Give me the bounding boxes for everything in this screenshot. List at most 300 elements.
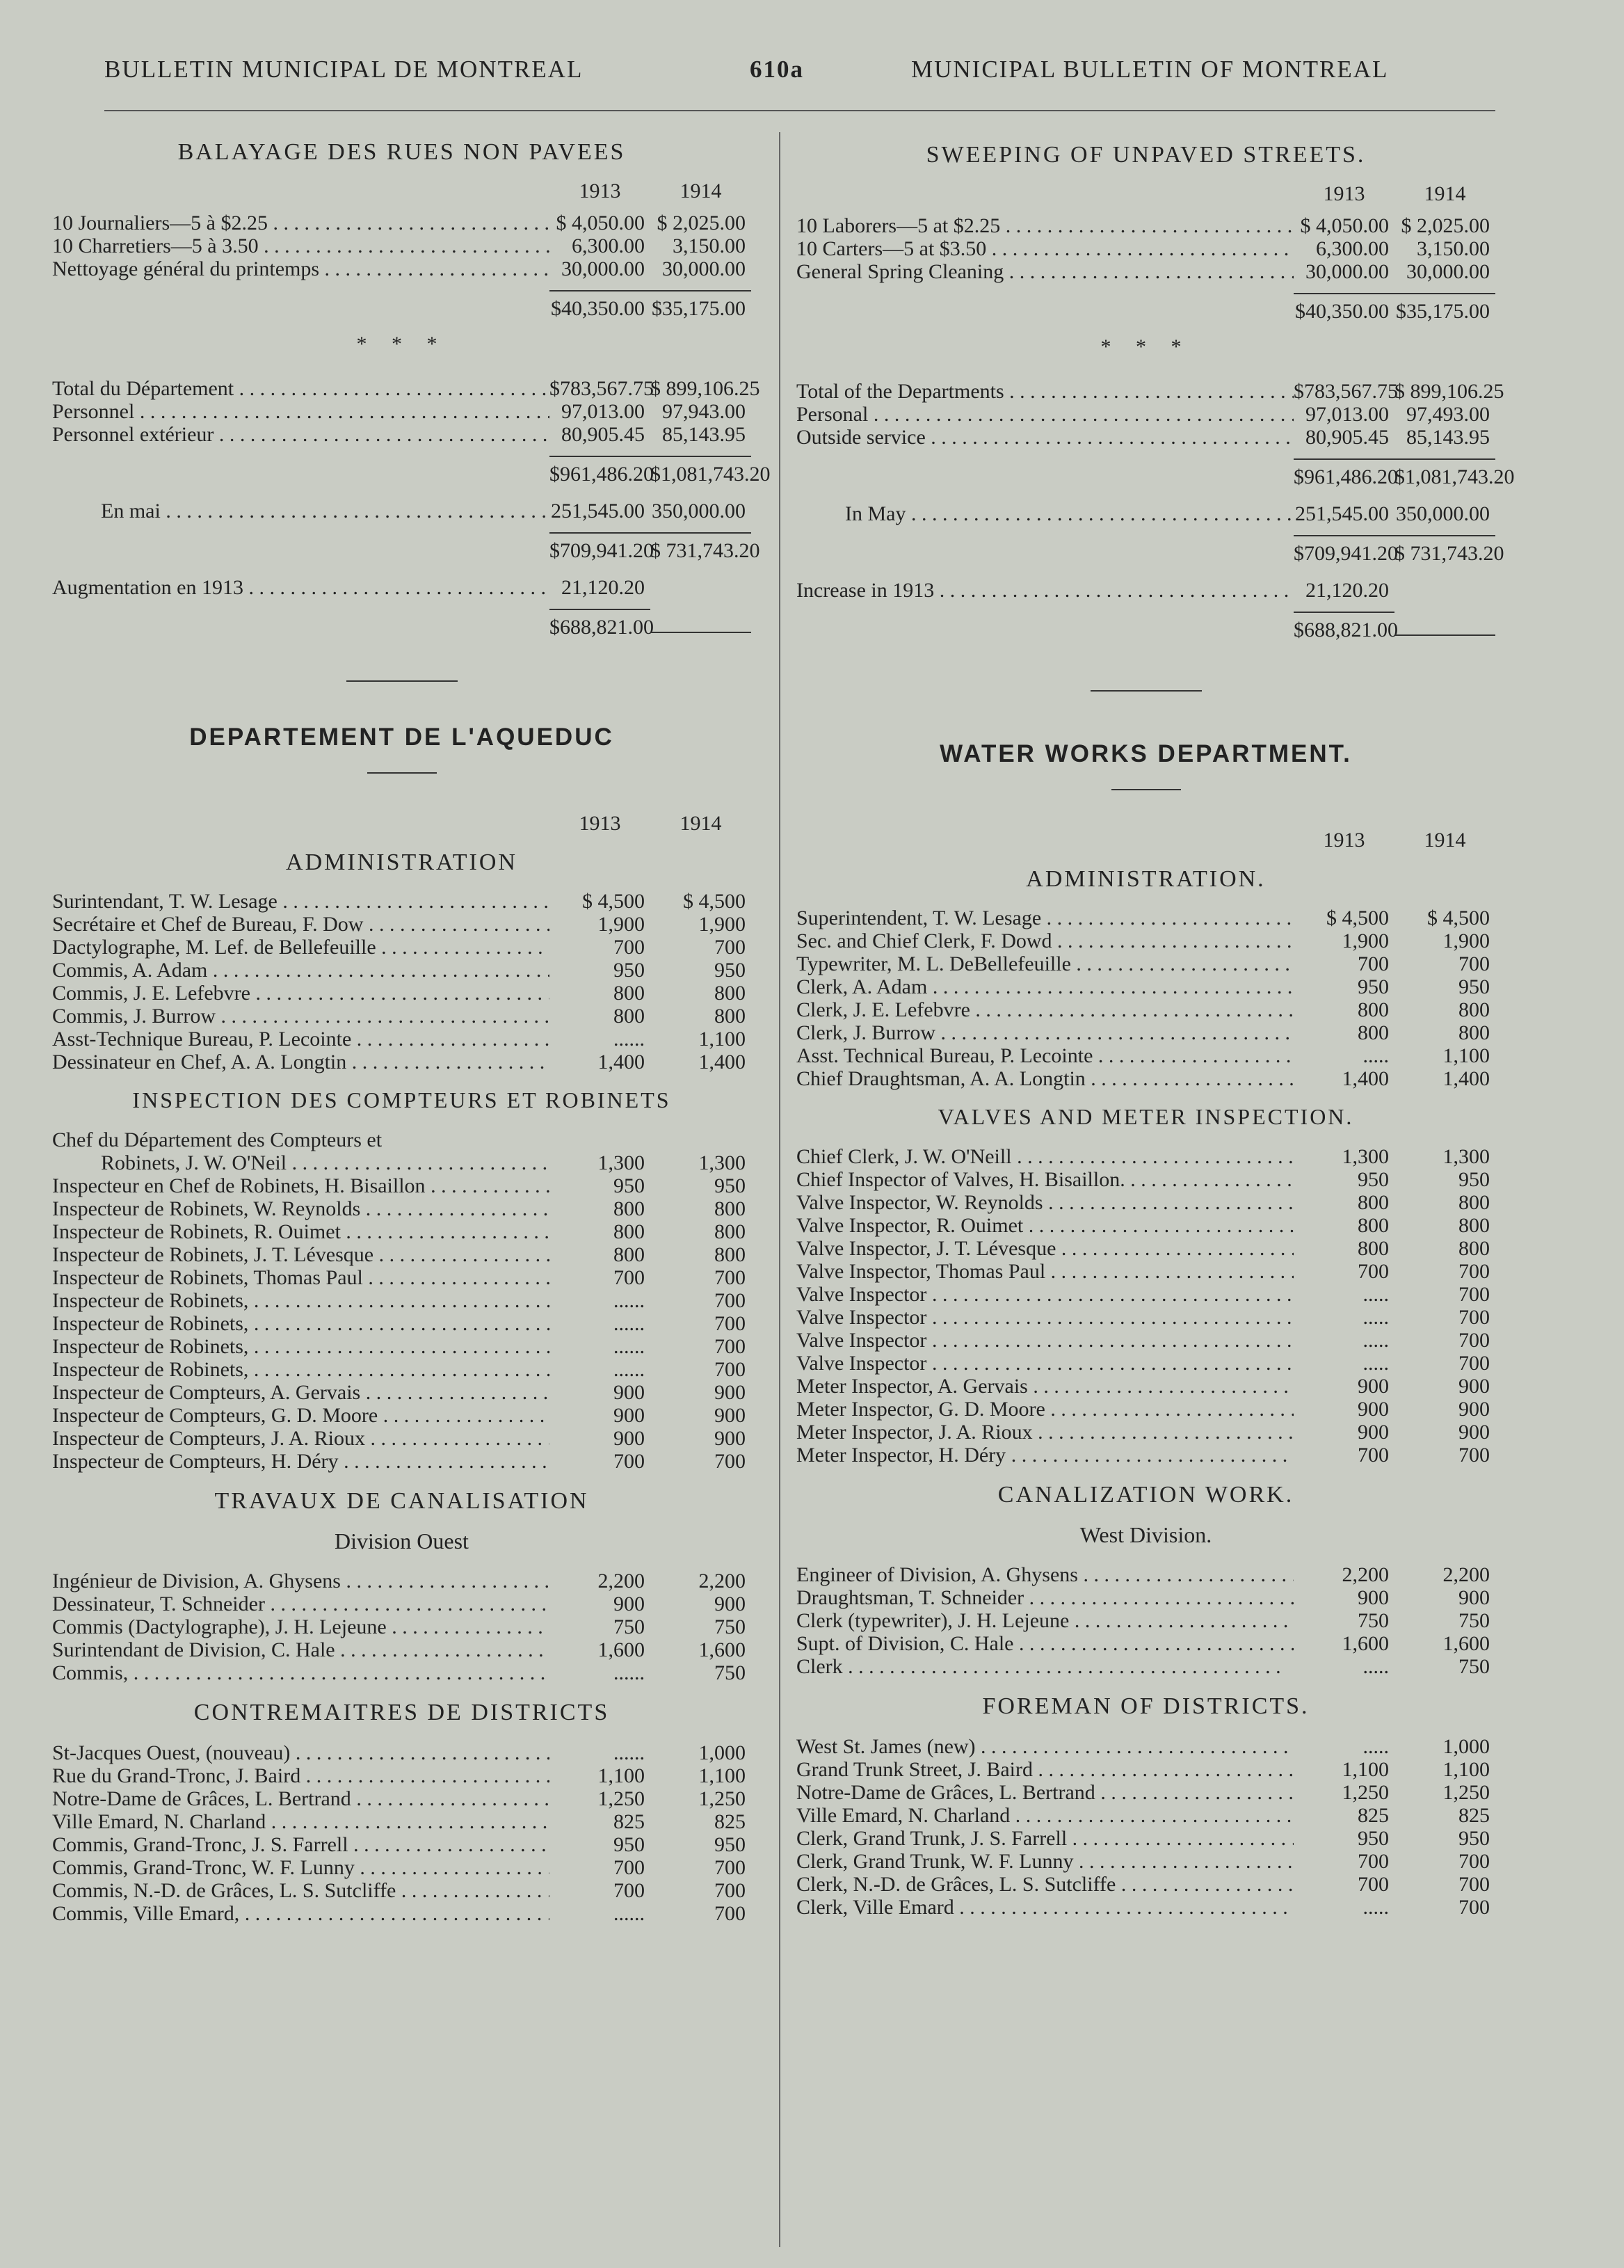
canal-title: CANALIZATION WORK. — [997, 1482, 1294, 1508]
title-rule — [1111, 789, 1181, 790]
may-label: En mai . . . — [101, 500, 549, 522]
value-1914: 700 — [1458, 1444, 1490, 1467]
canal-row — [52, 1592, 751, 1615]
value-1914: 900 — [714, 1592, 746, 1615]
inspection-row — [52, 1381, 751, 1404]
valves-row-label: Valve Inspector, Thomas Paul . . . — [796, 1260, 1294, 1283]
value-1914: 950 — [1458, 975, 1490, 998]
value-1914: 825 — [1458, 1804, 1490, 1827]
value-1913: 1,400 — [1342, 1067, 1389, 1090]
value-1913: 900 — [1358, 1586, 1389, 1609]
header-left-title: BULLETIN MUNICIPAL DE MONTREAL — [104, 56, 584, 83]
valves-row — [796, 1421, 1495, 1444]
summary-row — [796, 403, 1495, 426]
may-1914: 350,000.00 — [1396, 502, 1490, 525]
balayage-total — [52, 290, 751, 320]
value-1913: 800 — [613, 1220, 645, 1243]
value-1913: ...... — [613, 1335, 645, 1358]
value-1913: 825 — [613, 1810, 645, 1833]
value-1914: 1,600 — [1442, 1632, 1490, 1655]
value-1914: 700 — [1458, 1306, 1490, 1329]
division-title: West Division. — [1079, 1522, 1212, 1547]
value-1913: $ 4,500 — [1326, 907, 1389, 929]
value-1914: 900 — [1458, 1421, 1490, 1444]
value-1914: 30,000.00 — [662, 257, 746, 280]
value-1914: 800 — [1458, 1214, 1490, 1237]
balayage-row — [52, 211, 751, 234]
division-title: Division Ouest — [335, 1528, 469, 1554]
value-1913: 1,900 — [597, 913, 645, 936]
value-1914: $ 2,025.00 — [657, 211, 746, 234]
value-1913: 950 — [613, 1833, 645, 1856]
value-1914: 1,100 — [1442, 1044, 1490, 1067]
inspection-row-label: Inspecteur de Compteurs, H. Déry . . . — [52, 1450, 549, 1473]
water-works-title: WATER WORKS DEPARTMENT. — [940, 740, 1352, 767]
value-1914: 97,943.00 — [662, 400, 746, 423]
value-1913: ..... — [1362, 1306, 1389, 1329]
value-1913: 950 — [1358, 1827, 1389, 1850]
value-1914: 700 — [714, 1856, 746, 1879]
value-1914: 3,150.00 — [673, 234, 746, 257]
valves-table — [796, 1145, 1495, 1467]
value-1914: 700 — [1458, 1283, 1490, 1306]
value-1914: $ 899,106.25 — [1394, 380, 1504, 403]
summary-table — [52, 377, 760, 446]
canal-row-label: Clerk . . . — [796, 1655, 1294, 1678]
valves-row-label: Valve Inspector, W. Reynolds . . . — [796, 1191, 1294, 1214]
value-1914: 700 — [1458, 1260, 1490, 1283]
value-1914: 2,200 — [698, 1570, 746, 1592]
sweep-total — [796, 293, 1495, 323]
value-1914: 825 — [714, 1810, 746, 1833]
summary-total — [52, 456, 771, 486]
canal-row-label: Supt. of Division, C. Hale . . . — [796, 1632, 1294, 1655]
stars-separator: * * * — [1100, 335, 1191, 358]
value-1913: 1,300 — [597, 1151, 645, 1174]
inspection-row — [52, 1128, 751, 1151]
value-1913: ...... — [613, 1902, 645, 1925]
value-1913: 97,013.00 — [561, 400, 645, 423]
inspection-row-label: Inspecteur de Robinets, . . . — [52, 1289, 549, 1312]
admin-row — [52, 890, 751, 913]
value-1914: 700 — [1458, 1850, 1490, 1873]
value-1913: 800 — [1358, 1191, 1389, 1214]
foreman-row — [796, 1850, 1495, 1873]
increase-total-1913: $688,821.00 — [1294, 612, 1394, 641]
value-1914: 1,400 — [698, 1051, 746, 1073]
value-1914: 900 — [714, 1381, 746, 1404]
value-1914: 800 — [1458, 998, 1490, 1021]
inspection-row-label: Inspecteur de Robinets, W. Reynolds . . . — [52, 1197, 549, 1220]
canal-row — [52, 1661, 751, 1684]
value-1914: 800 — [714, 1220, 746, 1243]
balayage-row-label: Nettoyage général du printemps . . . — [52, 257, 549, 280]
admin-row-label: Asst-Technique Bureau, P. Lecointe . . . — [52, 1028, 549, 1051]
admin-row — [52, 1005, 751, 1028]
value-1913: 800 — [1358, 1021, 1389, 1044]
value-1914: 900 — [1458, 1375, 1490, 1398]
foreman-row — [796, 1735, 1495, 1758]
foreman-title: CONTREMAITRES DE DISTRICTS — [193, 1700, 610, 1725]
inspection-row — [52, 1358, 751, 1381]
value-1913: ...... — [613, 1028, 645, 1051]
valves-row — [796, 1191, 1495, 1214]
value-1913: 800 — [613, 1197, 645, 1220]
value-1914: 700 — [714, 1879, 746, 1902]
value-1914: 1,000 — [1442, 1735, 1490, 1758]
value-1914: $ 4,500 — [683, 890, 746, 913]
foreman-row-label: Commis, Ville Emard, . . . — [52, 1902, 549, 1925]
foreman-row — [52, 1856, 751, 1879]
column-divider — [779, 132, 780, 2247]
value-1914: 900 — [1458, 1586, 1490, 1609]
value-1914: 800 — [714, 1005, 746, 1028]
value-1913: ...... — [613, 1358, 645, 1381]
admin-row-label: Commis, J. E. Lefebvre . . . — [52, 982, 549, 1005]
value-1914: 950 — [1458, 1168, 1490, 1191]
admin-row — [52, 1028, 751, 1051]
admin-row-label: Chief Draughtsman, A. A. Longtin . . . — [796, 1067, 1294, 1090]
value-1914: 1,300 — [698, 1151, 746, 1174]
inspection-row — [52, 1220, 751, 1243]
value-1914: 1,900 — [698, 913, 746, 936]
year-header-2 — [796, 829, 1495, 852]
inspection-row-label: Inspecteur de Robinets, . . . — [52, 1358, 549, 1381]
valves-row-label: Meter Inspector, H. Déry . . . — [796, 1444, 1294, 1467]
value-1913: 30,000.00 — [1305, 260, 1389, 283]
canal-row-label: Surintendant de Division, C. Hale . . . — [52, 1638, 549, 1661]
value-1914: $ 4,500 — [1427, 907, 1490, 929]
summary-row — [52, 377, 760, 400]
admin-row — [52, 913, 751, 936]
value-1914: $ 2,025.00 — [1401, 214, 1490, 237]
year-1913: 1913 — [1323, 829, 1365, 852]
value-1914: 950 — [1458, 1827, 1490, 1850]
valves-row-label: Valve Inspector . . . — [796, 1306, 1294, 1329]
may-label: In May . . . — [845, 502, 1294, 525]
admin-row-label: Dessinateur en Chef, A. A. Longtin . . . — [52, 1051, 549, 1073]
may-total-1913: $709,941.20 — [549, 532, 650, 562]
may-1913: 251,545.00 — [1295, 502, 1389, 525]
value-1913: 800 — [613, 1005, 645, 1028]
value-1913: 800 — [1358, 1237, 1389, 1260]
admin-row — [52, 959, 751, 982]
value-1914: 900 — [1458, 1398, 1490, 1421]
sweep-title: SWEEPING OF UNPAVED STREETS. — [926, 142, 1366, 168]
inspection-row-label: Inspecteur de Robinets, J. T. Lévesque . . . — [52, 1243, 549, 1266]
value-1914: 900 — [714, 1404, 746, 1427]
year-1913: 1913 — [579, 179, 621, 202]
increase-label: Augmentation en 1913 . . . — [52, 576, 549, 599]
canal-row — [796, 1563, 1495, 1586]
inspection-row-label: Inspecteur de Robinets, . . . — [52, 1335, 549, 1358]
inspection-row-label: Inspecteur de Compteurs, A. Gervais . . . — [52, 1381, 549, 1404]
may-row — [52, 500, 751, 522]
value-1914: $ 899,106.25 — [650, 377, 760, 400]
summary-row-label: Personnel . . . — [52, 400, 549, 423]
sweep-row — [796, 237, 1495, 260]
valves-row-label: Chief Clerk, J. W. O'Neill . . . — [796, 1145, 1294, 1168]
balayage-row-label: 10 Journaliers—5 à $2.25 . . . — [52, 211, 549, 234]
value-1913: 800 — [1358, 1214, 1389, 1237]
value-1914: 700 — [714, 1450, 746, 1473]
canal-title: TRAVAUX DE CANALISATION — [214, 1488, 589, 1514]
value-1913: 700 — [1358, 1850, 1389, 1873]
canal-row-label: Commis (Dactylographe), J. H. Lejeune . . . — [52, 1615, 549, 1638]
valves-row-label: Valve Inspector, J. T. Lévesque . . . — [796, 1237, 1294, 1260]
header-rule — [104, 110, 1495, 111]
value-1913: 700 — [1358, 952, 1389, 975]
inspection-table — [52, 1128, 751, 1473]
summary-row-label: Total du Département . . . — [52, 377, 549, 400]
sweep-row-label: 10 Laborers—5 at $2.25 . . . — [796, 214, 1294, 237]
summary-row — [796, 380, 1504, 403]
total-1914: $35,175.00 — [1394, 293, 1495, 323]
value-1913: 700 — [1358, 1873, 1389, 1896]
admin-title: ADMINISTRATION — [286, 849, 517, 875]
aqueduc-title: DEPARTEMENT DE L'AQUEDUC — [189, 724, 614, 751]
header-right-title: MUNICIPAL BULLETIN OF MONTREAL — [911, 56, 1389, 83]
foreman-row-label: West St. James (new) . . . — [796, 1735, 1294, 1758]
valves-row — [796, 1352, 1495, 1375]
value-1914: 3,150.00 — [1417, 237, 1490, 260]
may-total-1914: $ 731,743.20 — [650, 532, 751, 562]
increase-1913: 21,120.20 — [1305, 579, 1389, 602]
canal-row — [796, 1655, 1495, 1678]
canal-row-label: Clerk (typewriter), J. H. Lejeune . . . — [796, 1609, 1294, 1632]
value-1913: ..... — [1362, 1352, 1389, 1375]
admin-row-label: Sec. and Chief Clerk, F. Dowd . . . — [796, 929, 1294, 952]
inspection-row — [52, 1151, 751, 1174]
value-1914: 800 — [714, 982, 746, 1005]
value-1913: 1,250 — [1342, 1781, 1389, 1804]
value-1913: 800 — [613, 1243, 645, 1266]
admin-row-label: Secrétaire et Chef de Bureau, F. Dow . . . — [52, 913, 549, 936]
admin-row — [796, 1044, 1495, 1067]
valves-row — [796, 1444, 1495, 1467]
value-1913: 900 — [613, 1427, 645, 1450]
foreman-row — [52, 1810, 751, 1833]
value-1914: 1,600 — [698, 1638, 746, 1661]
increase-total-1913: $688,821.00 — [549, 609, 650, 639]
value-1914: 800 — [1458, 1191, 1490, 1214]
sweep-row — [796, 214, 1495, 237]
value-1913: 1,100 — [597, 1764, 645, 1787]
may-total-1914: $ 731,743.20 — [1394, 535, 1495, 565]
value-1914: 750 — [1458, 1609, 1490, 1632]
balayage-title: BALAYAGE DES RUES NON PAVEES — [177, 139, 626, 165]
inspection-row — [52, 1427, 751, 1450]
sweep-row-label: General Spring Cleaning . . . — [796, 260, 1294, 283]
summary-row — [52, 400, 751, 423]
value-1914: 2,200 — [1442, 1563, 1490, 1586]
admin-row — [52, 1051, 751, 1073]
value-1914: 700 — [1458, 1873, 1490, 1896]
value-1913: 700 — [613, 1266, 645, 1289]
admin-row-label: Surintendant, T. W. Lesage . . . — [52, 890, 549, 913]
valves-row — [796, 1375, 1495, 1398]
foreman-row-label: Grand Trunk Street, J. Baird . . . — [796, 1758, 1294, 1781]
valves-title: VALVES AND METER INSPECTION. — [938, 1104, 1354, 1129]
value-1914: 1,400 — [1442, 1067, 1490, 1090]
value-1913: ...... — [613, 1661, 645, 1684]
foreman-table — [52, 1741, 751, 1925]
value-1913: 900 — [613, 1404, 645, 1427]
total-1914: $35,175.00 — [650, 290, 751, 320]
value-1913: 1,900 — [1342, 929, 1389, 952]
admin-row — [52, 982, 751, 1005]
admin-row — [796, 998, 1495, 1021]
increase-total — [52, 609, 751, 639]
canal-row — [52, 1638, 751, 1661]
value-1913: 97,013.00 — [1305, 403, 1389, 426]
inspection-row — [52, 1174, 751, 1197]
value-1914: 800 — [1458, 1021, 1490, 1044]
valves-row-label: Chief Inspector of Valves, H. Bisaillon. . . . — [796, 1168, 1294, 1191]
balayage-table — [52, 211, 751, 280]
value-1914: 700 — [714, 1902, 746, 1925]
inspection-row — [52, 1289, 751, 1312]
year-1914: 1914 — [680, 179, 722, 202]
value-1913: 700 — [613, 1879, 645, 1902]
increase-row — [52, 576, 751, 599]
value-1914: 700 — [714, 1358, 746, 1381]
value-1913: 950 — [613, 959, 645, 982]
value-1913: 950 — [1358, 975, 1389, 998]
inspection-row-label: Inspecteur en Chef de Robinets, H. Bisaillon . . . — [52, 1174, 549, 1197]
balayage-row-label: 10 Charretiers—5 à 3.50 . . . — [52, 234, 549, 257]
year-1913: 1913 — [579, 812, 621, 835]
value-1914: 700 — [714, 1266, 746, 1289]
summary-row-label: Outside service . . . — [796, 426, 1294, 449]
summary-total-1914: $1,081,743.20 — [650, 456, 751, 486]
summary-total — [796, 458, 1515, 488]
balayage-row — [52, 257, 751, 280]
value-1913: 950 — [613, 1174, 645, 1197]
value-1914: 800 — [714, 1197, 746, 1220]
summary-total-1913: $961,486.20 — [1294, 458, 1394, 488]
value-1913: $ 4,050.00 — [1300, 214, 1389, 237]
inspection-row — [52, 1450, 751, 1473]
inspection-title: INSPECTION DES COMPTEURS ET ROBINETS — [132, 1087, 671, 1112]
summary-row-label: Total of the Departments . . . — [796, 380, 1294, 403]
summary-total-1914: $1,081,743.20 — [1394, 458, 1495, 488]
value-1914: 700 — [1458, 1352, 1490, 1375]
value-1913: 1,250 — [597, 1787, 645, 1810]
value-1914: 700 — [1458, 952, 1490, 975]
foreman-row-label: Ville Emard, N. Charland . . . — [52, 1810, 549, 1833]
canal-row — [796, 1586, 1495, 1609]
value-1914: 1,250 — [1442, 1781, 1490, 1804]
foreman-row-label: Commis, Grand-Tronc, J. S. Farrell . . . — [52, 1833, 549, 1856]
may-row — [796, 502, 1495, 525]
value-1913: ...... — [613, 1741, 645, 1764]
value-1913: 1,300 — [1342, 1145, 1389, 1168]
value-1913: 825 — [1358, 1804, 1389, 1827]
value-1914: 1,100 — [698, 1028, 746, 1051]
value-1914: 950 — [714, 959, 746, 982]
value-1913: 6,300.00 — [1316, 237, 1389, 260]
increase-total — [796, 612, 1495, 641]
year-header — [52, 179, 751, 203]
value-1913: 1,100 — [1342, 1758, 1389, 1781]
value-1913: 700 — [613, 1450, 645, 1473]
value-1914: 950 — [714, 1833, 746, 1856]
foreman-row — [52, 1764, 751, 1787]
foreman-row — [52, 1833, 751, 1856]
value-1913: 2,200 — [597, 1570, 645, 1592]
foreman-row — [796, 1758, 1495, 1781]
sweep-row-label: 10 Carters—5 at $3.50 . . . — [796, 237, 1294, 260]
value-1914: 700 — [714, 1289, 746, 1312]
value-1913: ..... — [1362, 1655, 1389, 1678]
canal-row-label: Ingénieur de Division, A. Ghysens . . . — [52, 1570, 549, 1592]
year-1914: 1914 — [1424, 829, 1466, 852]
foreman-row — [796, 1781, 1495, 1804]
value-1913: 900 — [613, 1381, 645, 1404]
inspection-row — [52, 1404, 751, 1427]
may-1914: 350,000.00 — [652, 500, 746, 522]
value-1913: 700 — [613, 936, 645, 959]
total-1913: $40,350.00 — [549, 290, 650, 320]
inspection-row — [52, 1335, 751, 1358]
canal-row — [796, 1632, 1495, 1655]
valves-row — [796, 1168, 1495, 1191]
inspection-row-label: Inspecteur de Robinets, . . . — [52, 1312, 549, 1335]
summary-row — [796, 426, 1495, 449]
title-rule — [367, 772, 437, 774]
foreman-row-label: Notre-Dame de Grâces, L. Bertrand . . . — [52, 1787, 549, 1810]
value-1914: 800 — [714, 1243, 746, 1266]
value-1914: 85,143.95 — [662, 423, 746, 446]
value-1913: 750 — [613, 1615, 645, 1638]
summary-row — [52, 423, 751, 446]
foreman-row-label: Clerk, Grand Trunk, W. F. Lunny . . . — [796, 1850, 1294, 1873]
admin-row — [796, 1021, 1495, 1044]
english-column — [796, 132, 1515, 1919]
value-1913: 900 — [613, 1592, 645, 1615]
total-1913: $40,350.00 — [1294, 293, 1394, 323]
inspection-row — [52, 1266, 751, 1289]
value-1913: 700 — [1358, 1260, 1389, 1283]
value-1913: 6,300.00 — [572, 234, 645, 257]
value-1914: 1,100 — [698, 1764, 746, 1787]
valves-row-label: Meter Inspector, A. Gervais . . . — [796, 1375, 1294, 1398]
admin-row — [796, 907, 1495, 929]
value-1914: 30,000.00 — [1406, 260, 1490, 283]
year-1914: 1914 — [1424, 182, 1466, 205]
value-1913: 800 — [613, 982, 645, 1005]
admin-row-label: Commis, A. Adam . . . — [52, 959, 549, 982]
foreman-row — [52, 1902, 751, 1925]
summary-table — [796, 380, 1504, 449]
value-1914: 1,900 — [1442, 929, 1490, 952]
value-1914: 1,000 — [698, 1741, 746, 1764]
value-1913: 1,600 — [1342, 1632, 1389, 1655]
summary-row-label: Personnel extérieur . . . — [52, 423, 549, 446]
admin-row-label: Asst. Technical Bureau, P. Lecointe . . . — [796, 1044, 1294, 1067]
admin-table — [52, 890, 751, 1073]
foreman-row — [796, 1827, 1495, 1850]
inspection-row — [52, 1243, 751, 1266]
value-1914: 700 — [1458, 1896, 1490, 1919]
value-1913: ..... — [1362, 1044, 1389, 1067]
value-1913: 800 — [1358, 998, 1389, 1021]
value-1913: 700 — [1358, 1444, 1389, 1467]
value-1914: 950 — [714, 1174, 746, 1197]
canal-row-label: Draughtsman, T. Schneider . . . — [796, 1586, 1294, 1609]
valves-row — [796, 1398, 1495, 1421]
